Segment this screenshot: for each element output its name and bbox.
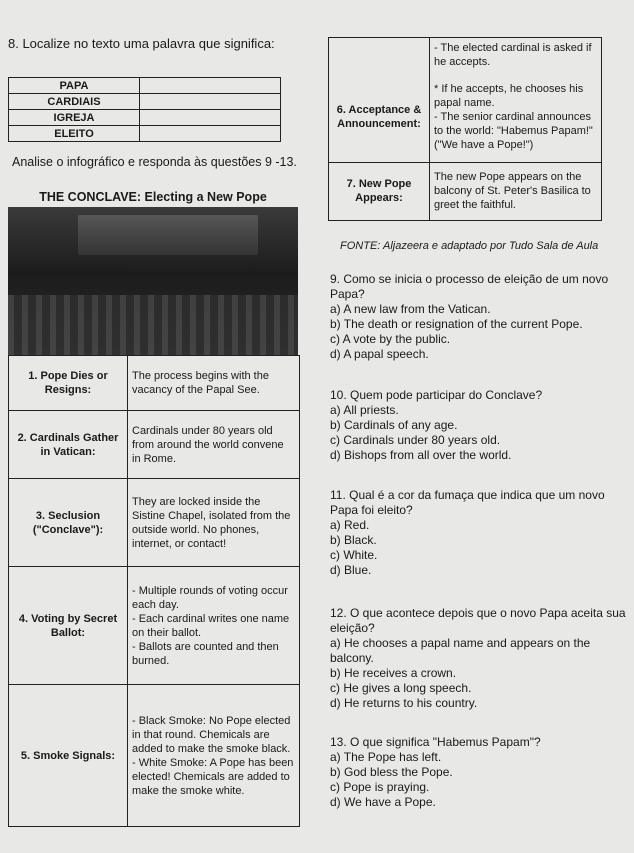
question-8-label: 8. Localize no texto uma palavra que significa: xyxy=(8,36,275,51)
option[interactable]: d) A papal speech. xyxy=(330,347,429,361)
table-row xyxy=(9,110,281,126)
question-text: 12. O que acontece depois que o novo Papa aceita sua eleição? xyxy=(330,606,626,635)
word-cell: IGREJA xyxy=(9,110,140,126)
step-label xyxy=(329,38,430,73)
question-9 xyxy=(330,272,626,362)
step-label: 3. Seclusion ("Conclave"): xyxy=(9,479,128,567)
table-row xyxy=(9,479,300,567)
table-row xyxy=(9,126,281,142)
option[interactable]: a) He chooses a papal name and appears on the balcony. xyxy=(330,636,591,665)
question-13 xyxy=(330,735,626,810)
table-row xyxy=(9,356,300,411)
question-11 xyxy=(330,488,626,578)
step-label: 4. Voting by Secret Ballot: xyxy=(9,567,128,685)
answer-cell[interactable] xyxy=(140,126,281,142)
option[interactable]: d) Bishops from all over the world. xyxy=(330,448,512,462)
option[interactable]: d) Blue. xyxy=(330,563,372,577)
source-note: FONTE: Aljazeera e adaptado por Tudo Sala de Aula xyxy=(340,240,599,252)
option[interactable]: c) Cardinals under 80 years old. xyxy=(330,433,501,447)
option[interactable]: a) Red. xyxy=(330,518,370,532)
question-text: 13. O que significa "Habemus Papam"? xyxy=(330,735,541,749)
question-text: 9. Como se inicia o processo de eleição de um novo Papa? xyxy=(330,272,609,301)
table-row xyxy=(9,685,300,827)
table-row xyxy=(329,38,602,73)
word-cell: CARDIAIS xyxy=(9,94,140,110)
infographic-table-left xyxy=(8,355,300,827)
word-table xyxy=(8,77,281,142)
option[interactable]: d) He returns to his country. xyxy=(330,696,478,710)
option[interactable]: a) All priests. xyxy=(330,403,399,417)
step-desc: - Multiple rounds of voting occur each day. - Each cardinal writes one name on their ballot. - Ballots are counted and then burned. xyxy=(128,567,300,685)
option[interactable]: b) God bless the Pope. xyxy=(330,765,453,779)
answer-cell[interactable] xyxy=(140,78,281,94)
step-label: 2. Cardinals Gather in Vatican: xyxy=(9,411,128,479)
step-label: 5. Smoke Signals: xyxy=(9,685,128,827)
option[interactable]: a) A new law from the Vatican. xyxy=(330,302,491,316)
question-text: 11. Qual é a cor da fumaça que indica que um novo Papa foi eleito? xyxy=(330,488,605,517)
answer-cell[interactable] xyxy=(140,94,281,110)
step-desc: * If he accepts, he chooses his papal name. - The senior cardinal announces to the world: "Habemus Papam!" ("We have a Pope!") xyxy=(430,72,602,162)
question-10 xyxy=(330,388,626,463)
word-cell: PAPA xyxy=(9,78,140,94)
step-label: 1. Pope Dies or Resigns: xyxy=(9,356,128,411)
option[interactable]: b) He receives a crown. xyxy=(330,666,457,680)
table-row xyxy=(9,567,300,685)
infographic-title: THE CONCLAVE: Electing a New Pope xyxy=(39,190,267,204)
option[interactable]: b) Black. xyxy=(330,533,377,547)
option[interactable]: b) Cardinals of any age. xyxy=(330,418,458,432)
table-row xyxy=(329,72,602,162)
step-label: 7. New Pope Appears: xyxy=(329,162,430,220)
option[interactable]: c) He gives a long speech. xyxy=(330,681,472,695)
option[interactable]: b) The death or resignation of the current Pope. xyxy=(330,317,583,331)
step-desc: The new Pope appears on the balcony of St. Peter's Basilica to greet the faithful. xyxy=(430,162,602,220)
table-row xyxy=(9,78,281,94)
step-desc: The process begins with the vacancy of the Papal See. xyxy=(128,356,300,411)
infographic-table-right xyxy=(328,37,602,221)
question-12 xyxy=(330,606,626,711)
step-desc: - The elected cardinal is asked if he accepts. xyxy=(430,38,602,73)
analise-instruction: Analise o infográfico e responda às questões 9 -13. xyxy=(12,155,297,169)
step-label: 6. Acceptance & Announcement: xyxy=(329,72,430,162)
option[interactable]: a) The Pope has left. xyxy=(330,750,442,764)
table-row xyxy=(9,94,281,110)
answer-cell[interactable] xyxy=(140,110,281,126)
option[interactable]: c) A vote by the public. xyxy=(330,332,451,346)
table-row xyxy=(329,162,602,220)
question-text: 10. Quem pode participar do Conclave? xyxy=(330,388,543,402)
step-desc: They are locked inside the Sistine Chapel, isolated from the outside world. No phones, internet, or contact! xyxy=(128,479,300,567)
word-cell: ELEITO xyxy=(9,126,140,142)
conclave-photo xyxy=(8,207,298,355)
table-row xyxy=(9,411,300,479)
option[interactable]: c) Pope is praying. xyxy=(330,780,430,794)
step-desc: Cardinals under 80 years old from around the world convene in Rome. xyxy=(128,411,300,479)
option[interactable]: c) White. xyxy=(330,548,378,562)
step-desc: - Black Smoke: No Pope elected in that round. Chemicals are added to make the smoke black. - White Smoke: A Pope has been elected! Chemicals are added to make the smoke white. xyxy=(128,685,300,827)
option[interactable]: d) We have a Pope. xyxy=(330,795,436,809)
